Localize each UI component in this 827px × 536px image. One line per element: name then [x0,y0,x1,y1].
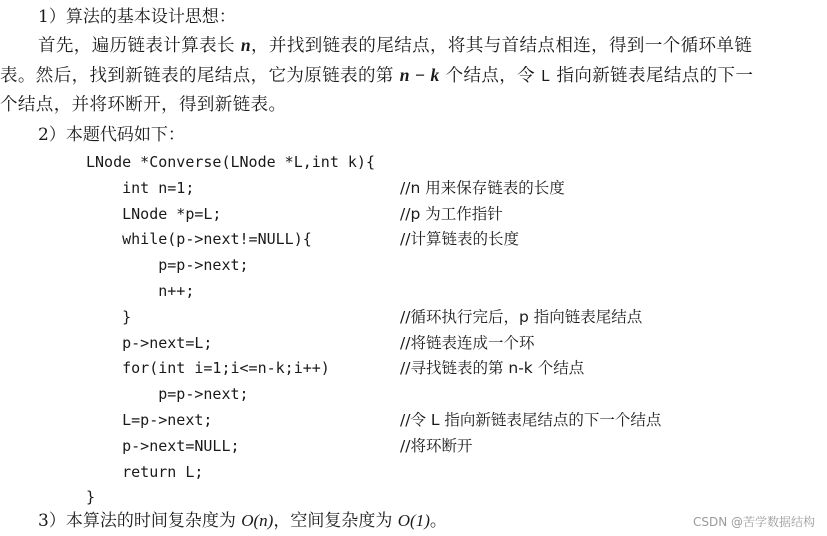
code-comment: //n 用来保存链表的长度 [400,179,565,197]
code-line: } [86,308,132,326]
code-comment: //将环断开 [400,437,473,455]
code-comment: //将链表连成一个环 [400,334,535,352]
math-n: n [240,35,252,55]
section-1-line-1 [38,34,752,57]
code-line: LNode *Converse(LNode *L,int k){ [86,153,375,171]
section-2-heading: 2）本题代码如下： [38,125,185,145]
code-line: p=p->next; [86,256,249,274]
text: ，并找到链表的尾结点，将其与首结点相连，得到一个循环单链 [251,36,753,56]
code-line: LNode *p=L; [86,205,222,223]
time-complexity: O(n) [241,511,274,530]
code-line: int n=1; [86,179,195,197]
code-line: n++; [86,282,195,300]
watermark: CSDN @苦学数据结构 [692,515,815,529]
text: 个结点，令 [439,66,542,86]
text: 3）本算法的时间复杂度为 [38,511,242,531]
code-L: L [541,67,551,85]
section-1-line-2 [0,64,753,87]
text: ，空间复杂度为 [273,511,398,531]
text: 表。然后，找到新链表的尾结点，它为原链表的第 [0,66,400,86]
code-line: } [86,488,96,506]
code-comment: //寻找链表的第 n-k 个结点 [400,359,585,377]
code-line: return L; [86,463,204,481]
space-complexity: O(1) [397,511,430,530]
code-comment: //令 L 指向新链表尾结点的下一个结点 [400,411,662,429]
text: 首先，遍历链表计算表长 [38,36,241,56]
code-line: p->next=L; [86,334,213,352]
math-n-minus-k: n − k [399,65,440,85]
text: 指向新链表尾结点的下一 [550,66,754,86]
section-1-heading: 1）算法的基本设计思想： [38,7,236,27]
section-1-line-3: 个结点，并将环断开，得到新链表。 [0,95,287,115]
code-comment: //循环执行完后，p 指向链表尾结点 [400,308,643,326]
code-comment: //p 为工作指针 [400,205,503,223]
text: 。 [429,511,447,531]
code-line: while(p->next!=NULL){ [86,230,312,248]
section-3-line [38,510,447,532]
code-line: for(int i=1;i<=n-k;i++) [86,359,330,377]
code-comment: //计算链表的长度 [400,230,519,248]
code-line: p=p->next; [86,385,249,403]
code-line: L=p->next; [86,411,213,429]
code-line: p->next=NULL; [86,437,240,455]
